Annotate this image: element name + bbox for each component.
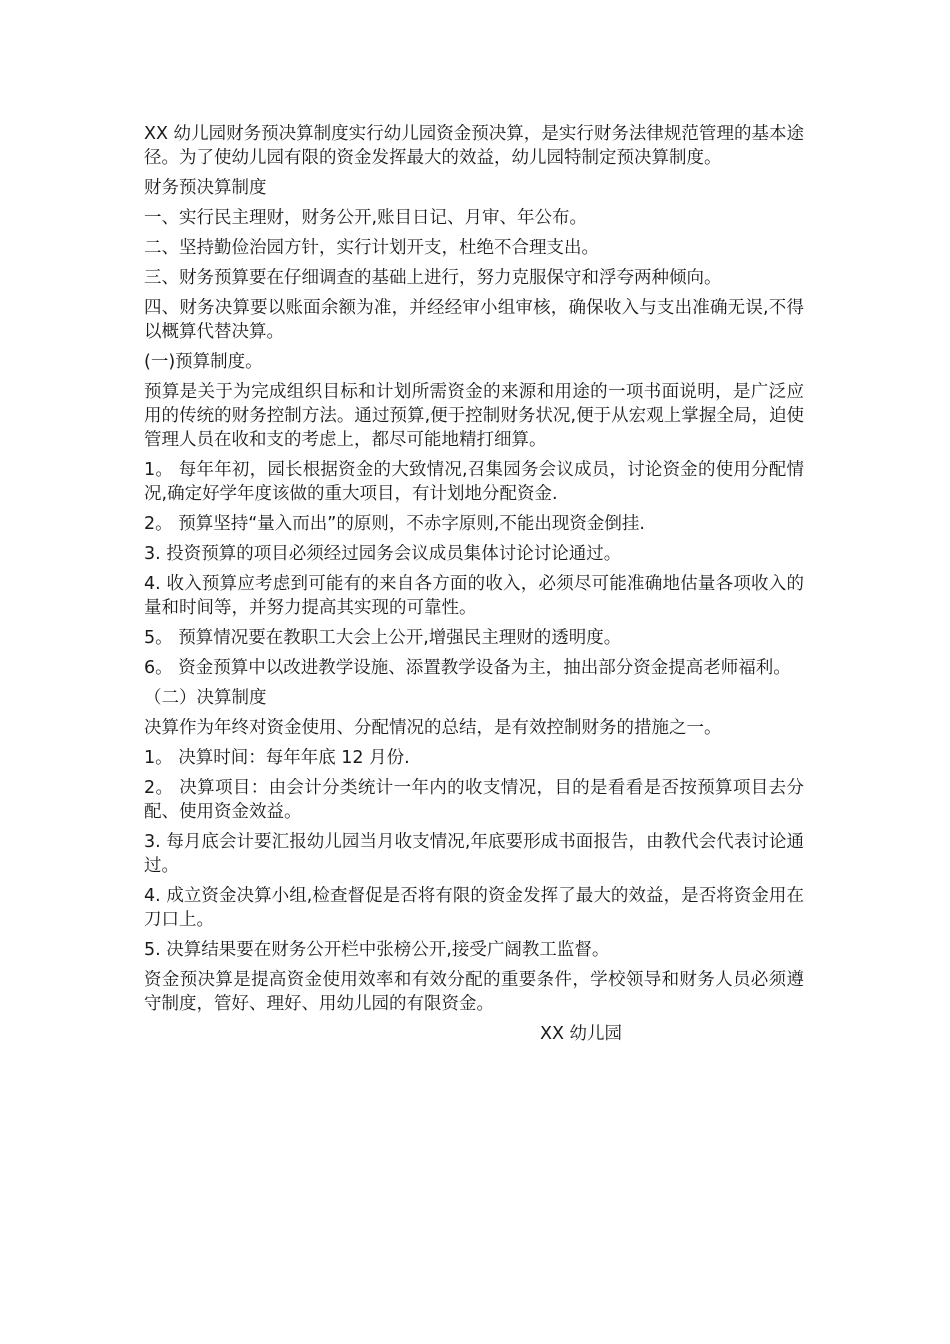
section-heading: 财务预决算制度 xyxy=(144,178,267,198)
rule-item: 一、实行民主理财，财务公开,账目日记、月审、年公布。 xyxy=(144,208,588,228)
intro-paragraph: XX 幼儿园财务预决算制度实行幼儿园资金预决算，是实行财务法律规范管理的基本途径。为了使幼儿园有限的资金发挥最大的效益，幼儿园特制定预决算制度。 xyxy=(144,124,804,168)
final-accounts-item: 2。 决算项目：由会计分类统计一年内的收支情况，目的是看看是否按预算项目去分配、使用资金效益。 xyxy=(144,778,804,822)
final-accounts-item: 3. 每月底会计要汇报幼儿园当月收支情况,年底要形成书面报告，由教代会代表讨论通过。 xyxy=(144,832,804,876)
final-accounts-item: 1。 决算时间：每年年底 12 月份. xyxy=(144,748,410,768)
closing-paragraph: 资金预决算是提高资金使用效率和有效分配的重要条件，学校领导和财务人员必须遵守制度，管好、理好、用幼儿园的有限资金。 xyxy=(144,970,804,1014)
document-page xyxy=(144,122,804,1046)
rule-item: 三、财务预算要在仔细调查的基础上进行，努力克服保守和浮夸两种倾向。 xyxy=(144,268,722,288)
budget-item: 4. 收入预算应考虑到可能有的来自各方面的收入，必须尽可能准确地估量各项收入的量和时间等，并努力提高其实现的可靠性。 xyxy=(144,574,804,618)
budget-item: 3. 投资预算的项目必须经过园务会议成员集体讨论讨论通过。 xyxy=(144,544,622,564)
rule-item: 四、财务决算要以账面余额为准，并经经审小组审核，确保收入与支出准确无误,不得以概算代替决算。 xyxy=(144,298,804,342)
budget-item: 1。 每年年初，园长根据资金的大致情况,召集园务会议成员，讨论资金的使用分配情况,确定好学年度该做的重大项目，有计划地分配资金. xyxy=(144,460,804,504)
final-accounts-item: 4. 成立资金决算小组,检查督促是否将有限的资金发挥了最大的效益，是否将资金用在刀口上。 xyxy=(144,886,804,930)
budget-item: 6。 资金预算中以改进教学设施、添置教学设备为主，抽出部分资金提高老师福利。 xyxy=(144,658,791,678)
budget-description: 预算是关于为完成组织目标和计划所需资金的来源和用途的一项书面说明，是广泛应用的传统的财务控制方法。通过预算,便于控制财务状况,便于从宏观上掌握全局，迫使管理人员在收和支的考虑上，都尽可能地精打细算。 xyxy=(144,382,804,450)
final-accounts-item: 5. 决算结果要在财务公开栏中张榜公开,接受广阔教工监督。 xyxy=(144,940,610,960)
subsection-heading-budget: (一)预算制度。 xyxy=(144,352,263,372)
subsection-heading-final-accounts: （二）决算制度 xyxy=(144,688,267,708)
budget-item: 5。 预算情况要在教职工大会上公开,增强民主理财的透明度。 xyxy=(144,628,622,648)
signature: XX 幼儿园 xyxy=(540,1024,623,1044)
rule-item: 二、坚持勤俭治园方针，实行计划开支，杜绝不合理支出。 xyxy=(144,238,599,258)
budget-item: 2。 预算坚持“量入而出”的原则，不赤字原则,不能出现资金倒挂. xyxy=(144,514,645,534)
final-accounts-description: 决算作为年终对资金使用、分配情况的总结，是有效控制财务的措施之一。 xyxy=(144,718,722,738)
